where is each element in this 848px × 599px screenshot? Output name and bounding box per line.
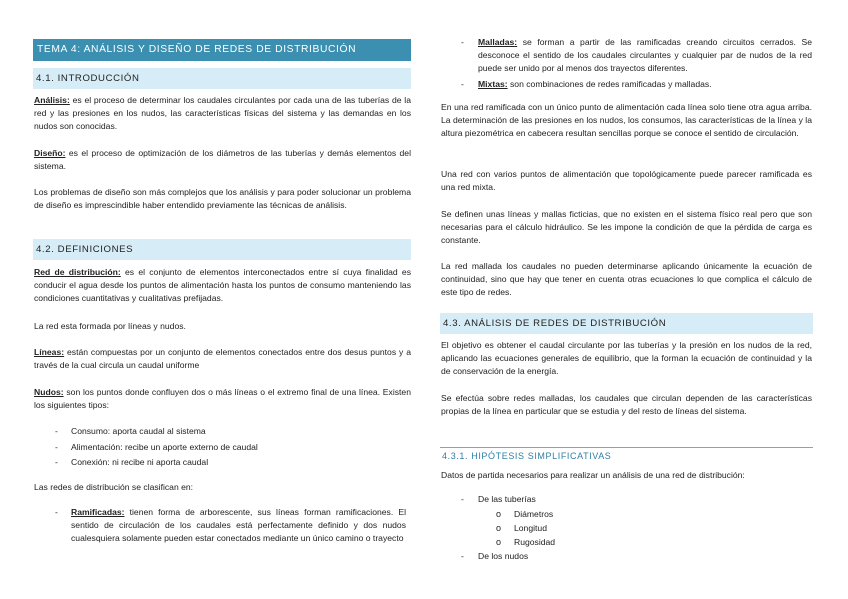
term-lineas: Líneas:	[34, 347, 65, 357]
malladas-text: se forman a partir de las ramificadas creando circuitos cerrados. Se desconoce el sentido de los caudales circulantes y cualquier par de nudos de la red puede ser unido por al menos dos trayectos diferentes.	[478, 37, 812, 74]
term-nudos: Nudos:	[34, 387, 64, 397]
term-malladas: Malladas:	[478, 37, 518, 47]
list-item: Consumo: aporta caudal al sistema	[71, 426, 206, 436]
list-item: Alimentación: recibe un aporte externo de caudal	[71, 442, 258, 452]
paragraph-red-mixta: Una red con varios puntos de alimentación que topológicamente puede parecer ramificada es una red mixta.	[441, 169, 812, 193]
paragraph-red-formada: La red esta formada por líneas y nudos.	[34, 321, 186, 331]
paragraph-clasifican: Las redes de distribución se clasifican en:	[34, 482, 194, 492]
paragraph-diseno	[34, 147, 411, 173]
term-red-distribucion: Red de distribución:	[34, 267, 121, 277]
paragraph-lineas	[34, 346, 411, 372]
mixtas-text: son combinaciones de redes ramificadas y malladas.	[507, 79, 712, 89]
section-heading-analisis-redes: 4.3. ANÁLISIS DE REDES DE DISTRIBUCIÓN	[440, 313, 813, 334]
paragraph-red-ramificada: En una red ramificada con un único punto de alimentación cada línea solo tiene otra agua arriba. La determinación de las presiones en los nudos, los consumos, las características de la línea y la altura piezométrica en cabecera resultan sencillas porque se conoce el sentido de circulación.	[441, 102, 812, 139]
diseno-text: es el proceso de optimización de los diámetros de las tuberías y demás elementos del sistema.	[34, 148, 411, 172]
paragraph-redes-malladas: Se efectúa sobre redes malladas, los caudales que circulan dependen de las características propias de la línea en particular que se estudia y del resto de líneas del sistema.	[441, 393, 812, 417]
subsection-heading-hipotesis: 4.3.1. HIPÓTESIS SIMPLIFICATIVAS	[442, 451, 612, 461]
list-item-nudos: De los nudos	[478, 551, 529, 561]
list-item: Conexión: ni recibe ni aporta caudal	[71, 457, 209, 467]
list-dash: -	[461, 37, 464, 47]
term-ramificadas: Ramificadas:	[71, 507, 125, 517]
bullet-circle-icon: o	[496, 523, 502, 533]
list-dash: -	[461, 494, 464, 504]
list-dash: -	[55, 426, 58, 436]
list-dash: -	[461, 79, 464, 89]
paragraph-lineas-ficticias: Se definen unas líneas y mallas ficticias, que no existen en el sistema físico real pero que son necesarias para el cálculo hidráulico. Se les impone la condición de que la pérdida de carga es constante.	[441, 209, 812, 246]
paragraph-nudos	[34, 386, 411, 412]
list-dash: -	[55, 442, 58, 452]
bullet-circle-icon: o	[496, 537, 502, 547]
term-mixtas: Mixtas:	[478, 79, 508, 89]
nudos-text: son los puntos donde confluyen dos o más líneas o el extremo final de una línea. Existen los siguientes tipos:	[34, 387, 411, 411]
bullet-circle-icon: o	[496, 509, 502, 519]
red-distribucion-text: es el conjunto de elementos interconectados entre sí cuya finalidad es conducir el agua desde los puntos de alimentación hasta los puntos de consumo manteniendo las condiciones cuantitativas y cualitativas prefijadas.	[34, 267, 412, 304]
list-item-tuberias: De las tuberías	[478, 494, 536, 504]
subsection-divider	[440, 447, 813, 448]
term-diseno: Diseño:	[34, 148, 66, 158]
list-item-ramificadas	[71, 506, 406, 546]
paragraph-objetivo: El objetivo es obtener el caudal circulante por las tuberías y la presión en los nudos de la red, aplicando las ecuaciones generales de equilibrio, que la forman la ecuación de continuidad y la de conservación de la energía.	[441, 340, 812, 377]
section-heading-definiciones: 4.2. DEFINICIONES	[33, 239, 411, 260]
list-dash: -	[55, 457, 58, 467]
list-item-malladas	[478, 36, 812, 76]
paragraph-analisis	[34, 94, 411, 134]
paragraph-red-mallada: La red mallada los caudales no pueden determinarse aplicando únicamente la ecuación de continuidad, sino que hay que tener en cuenta otras ecuaciones lo que complica el cálculo de este tipo de redes.	[441, 261, 812, 298]
list-item-mixtas	[478, 78, 812, 91]
list-dash: -	[55, 507, 58, 517]
list-item: Diámetros	[514, 509, 554, 519]
ramificadas-text: tienen forma de arborescente, sus líneas forman ramificaciones. El sentido de circulación de los caudales está perfectamente definido y dos nudos cualesquiera solamente pueden estar conectados mediante un único camino o trayecto	[71, 507, 406, 544]
paragraph-red-distribucion	[34, 266, 411, 306]
list-dash: -	[461, 551, 464, 561]
lineas-text: están compuestas por un conjunto de elementos conectados entre dos desus puntos y a través de la cual circula un caudal uniforme	[34, 347, 411, 371]
paragraph-datos-partida: Datos de partida necesarios para realizar un análisis de una red de distribución:	[441, 470, 745, 480]
paragraph-problemas: Los problemas de diseño son más complejos que los análisis y para poder solucionar un problema de diseño es imprescindible haber entendido previamente las técnicas de análisis.	[34, 187, 411, 211]
section-heading-introduccion: 4.1. INTRODUCCIÓN	[33, 68, 411, 89]
chapter-title: TEMA 4: ANÁLISIS Y DISEÑO DE REDES DE DISTRIBUCIÓN	[33, 39, 411, 61]
term-analisis: Análisis:	[34, 95, 70, 105]
list-item: Longitud	[514, 523, 547, 533]
list-item: Rugosidad	[514, 537, 556, 547]
analisis-text: es el proceso de determinar los caudales circulantes por cada una de las tuberías de la red y las presiones en los nudos, las características físicas del sistema y las demandas en los nudos son conocidas.	[34, 95, 411, 132]
